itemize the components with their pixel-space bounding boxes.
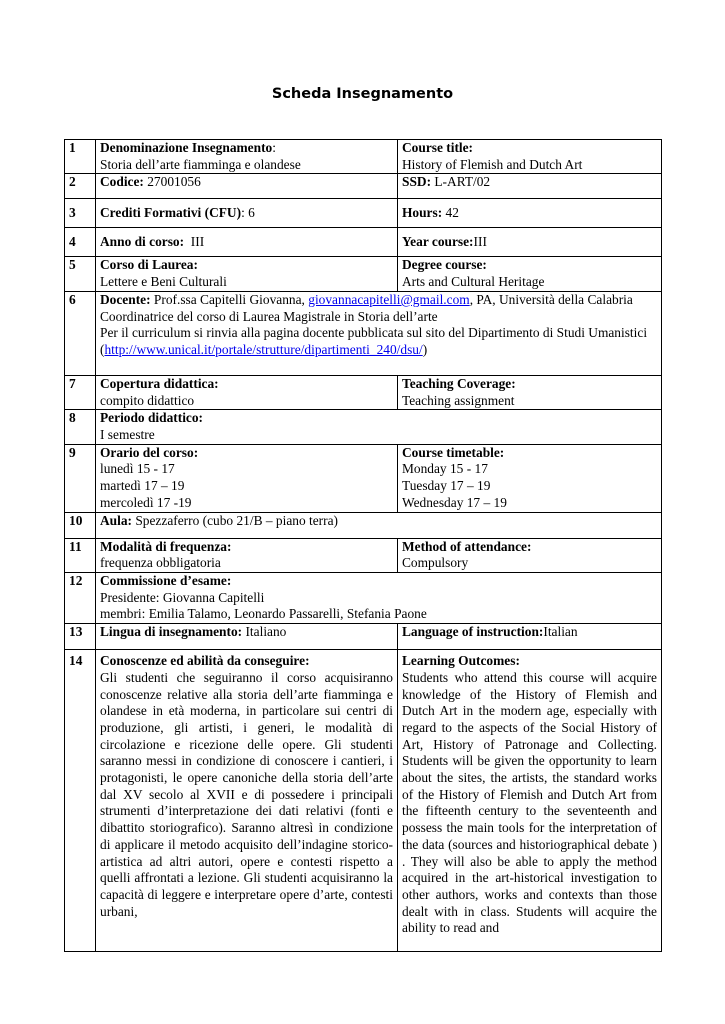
field-label: Codice:: [100, 174, 144, 190]
row-credits: [65, 199, 662, 228]
field-label: Denominazione Insegnamento: [100, 140, 273, 155]
row-number: 10: [65, 512, 96, 538]
curriculum-note: Per il curriculum si rinvia alla pagina docente pubblicata sul sito del Dipartimento di Studi Umanistici (: [100, 325, 648, 357]
course-title-cell: [398, 140, 662, 174]
field-label: Learning Outcomes:: [402, 653, 520, 669]
row-learning-outcomes: [65, 650, 662, 952]
field-label: Anno di corso:: [100, 234, 185, 250]
field-label: Commissione d’esame:: [100, 573, 232, 589]
year-course-cell: [398, 228, 662, 257]
row-number: 9: [65, 444, 96, 512]
outcomes-text: Students who attend this course will acquire knowledge of the History of Flemish and Dutch Art in the modern age, especially with regard to the aspects of the Social History of Art, History of Patronage and Collecting. Students will be given the opportunity to learn about the sites, the artists, the standard works of the History of Flemish and Dutch Art from the fifteenth century to the seventeenth and possess the main tools for the interpretation of the data (sources and historiographical debate ) . They will also be able to apply the method acquired in the art-historical investigation to other authors, works and contexts than those dealt with in class. Students will acquire the ability to read and: [402, 669, 657, 936]
field-value: 27001056: [143, 174, 201, 190]
timetable-line: martedì 17 – 19: [100, 478, 185, 494]
timetable-en-cell: [398, 444, 662, 512]
row-number: 3: [65, 199, 96, 228]
row-coverage: [65, 375, 662, 409]
field-label: Method of attendance:: [402, 538, 532, 554]
teacher-cell: [96, 291, 662, 375]
language-it-cell: [96, 624, 398, 650]
field-label: Teaching Coverage:: [402, 375, 516, 391]
field-label: SSD:: [402, 174, 432, 190]
field-label: Course timetable:: [402, 444, 505, 460]
field-value: Italian: [543, 624, 578, 640]
field-value: Teaching assignment: [402, 392, 515, 408]
field-value: Lettere e Beni Culturali: [100, 274, 227, 290]
course-name-cell: [96, 140, 398, 174]
row-number: 6: [65, 291, 96, 375]
field-value: Italiano: [242, 624, 287, 640]
field-value: Compulsory: [402, 555, 469, 571]
row-number: 13: [65, 624, 96, 650]
row-period: [65, 410, 662, 444]
field-value: I semestre: [100, 426, 155, 442]
row-code: [65, 174, 662, 199]
year-cell: [96, 228, 398, 257]
attendance-it-cell: [96, 538, 398, 572]
field-value: : 6: [241, 205, 255, 221]
field-value: frequenza obbligatoria: [100, 555, 221, 571]
row-exam-board: [65, 573, 662, 624]
field-label: Copertura didattica:: [100, 375, 219, 391]
board-president: Presidente: Giovanna Capitelli: [100, 589, 265, 605]
field-label: Corso di Laurea:: [100, 257, 198, 273]
coverage-cell: [96, 375, 398, 409]
field-value: 42: [442, 205, 459, 221]
field-label: Orario del corso:: [100, 444, 199, 460]
row-number: 5: [65, 257, 96, 291]
row-number: 2: [65, 174, 96, 199]
field-value: III: [473, 234, 487, 250]
row-language: [65, 624, 662, 650]
degree-course-cell: [398, 257, 662, 291]
field-label: Hours:: [402, 205, 443, 221]
row-number: 8: [65, 410, 96, 444]
timetable-line: lunedì 15 - 17: [100, 461, 175, 477]
period-cell: [96, 410, 662, 444]
language-en-cell: [398, 624, 662, 650]
row-number: 14: [65, 650, 96, 952]
row-number: 7: [65, 375, 96, 409]
row-number: 12: [65, 573, 96, 624]
timetable-line: mercoledì 17 -19: [100, 494, 192, 510]
department-url-link[interactable]: http://www.unical.it/portale/strutture/dipartimenti_240/dsu/: [104, 341, 423, 357]
row-timetable: [65, 444, 662, 512]
field-value: Arts and Cultural Heritage: [402, 274, 545, 290]
teacher-role: Coordinatrice del corso di Laurea Magistrale in Storia dell’arte: [100, 308, 438, 324]
hours-cell: [398, 199, 662, 228]
code-cell: [96, 174, 398, 199]
field-value: Spezzaferro (cubo 21/B – piano terra): [132, 512, 338, 528]
field-value: L-ART/02: [431, 174, 491, 190]
outcomes-it-cell: [96, 650, 398, 952]
field-label: Lingua di insegnamento:: [100, 624, 243, 640]
field-colon: :: [272, 140, 276, 155]
field-label: Aula:: [100, 512, 132, 528]
timetable-it-cell: [96, 444, 398, 512]
outcomes-text: Gli studenti che seguiranno il corso acquisiranno conoscenze relative alla storia dell’arte fiamminga e olandese in età moderna, in particolare sui centri di produzione, gli artisti, i generi, le modalità di circolazione e ricezione delle opere. Gli studenti saranno messi in condizione di conoscere i cantieri, i protagonisti, le opere canoniche della storia dell’arte dal XV secolo al XVII e di possedere i principali strumenti d’interpretazione dei dati relativi (fonti e dibattito storiografico). Saranno altresì in condizione di applicare il metodo acquisito dell’indagine storico-artistica ad altri autori, opere e contesti rispetto a quelli affrontati a lezione. Gli studenti acquisiranno la capacità di leggere e interpretare opere d’arte, contesti urbani,: [100, 669, 393, 919]
teacher-email-link[interactable]: giovannacapitelli@gmail.com: [308, 291, 470, 307]
field-label: Modalità di frequenza:: [100, 538, 232, 554]
degree-cell: [96, 257, 398, 291]
field-label: Course title:: [402, 140, 474, 155]
row-room: [65, 512, 662, 538]
timetable-line: Wednesday 17 – 19: [402, 494, 507, 510]
row-number: 11: [65, 538, 96, 572]
field-value: History of Flemish and Dutch Art: [402, 156, 583, 172]
field-label: Year course:: [402, 234, 474, 250]
attendance-en-cell: [398, 538, 662, 572]
row-year: [65, 228, 662, 257]
row-number: 4: [65, 228, 96, 257]
curriculum-note-close: ): [422, 341, 428, 357]
outcomes-en-cell: [398, 650, 662, 952]
field-label: Language of instruction:: [402, 624, 544, 640]
room-cell: [96, 512, 662, 538]
field-value: Storia dell’arte fiamminga e olandese: [100, 156, 301, 172]
teacher-name: Prof.ssa Capitelli Giovanna,: [150, 291, 309, 307]
field-label: Conoscenze ed abilità da conseguire:: [100, 653, 310, 669]
teacher-affiliation: , PA, Università della Calabria: [469, 291, 633, 307]
field-value: compito didattico: [100, 392, 195, 408]
row-number: 1: [65, 140, 96, 174]
board-members: membri: Emilia Talamo, Leonardo Passarelli, Stefania Paone: [100, 606, 427, 622]
teaching-coverage-cell: [398, 375, 662, 409]
field-label: Periodo didattico:: [100, 410, 204, 426]
course-sheet-table: [64, 139, 662, 952]
row-degree: [65, 257, 662, 291]
row-course-title: [65, 140, 662, 174]
timetable-line: Tuesday 17 – 19: [402, 478, 491, 494]
field-label: Docente:: [100, 291, 151, 307]
field-label: Degree course:: [402, 257, 487, 273]
credits-cell: [96, 199, 398, 228]
field-value: III: [184, 234, 205, 250]
ssd-cell: [398, 174, 662, 199]
page-title: Scheda Insegnamento: [271, 86, 454, 102]
field-label: Crediti Formativi (CFU): [100, 205, 242, 221]
exam-board-cell: [96, 573, 662, 624]
row-teacher: [65, 291, 662, 375]
row-attendance: [65, 538, 662, 572]
timetable-line: Monday 15 - 17: [402, 461, 488, 477]
